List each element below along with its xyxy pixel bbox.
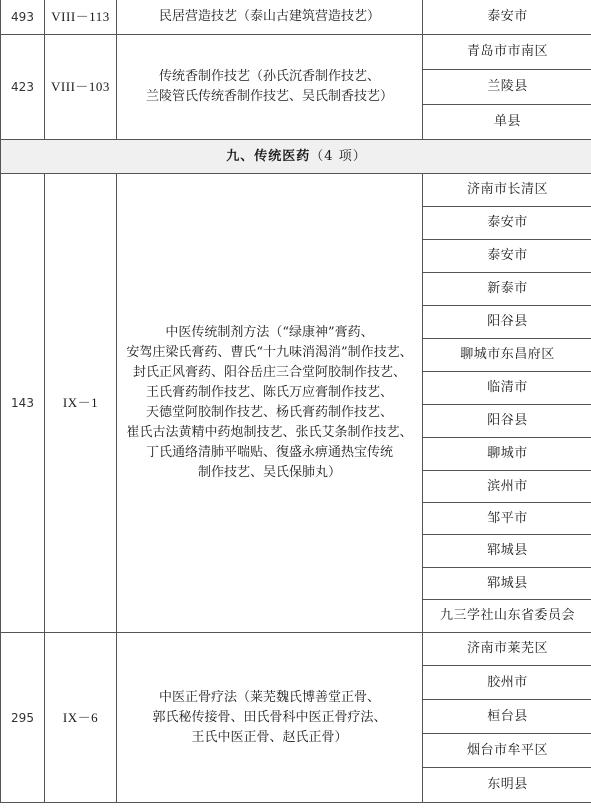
item-name-line: 王氏中医正骨、赵氏正骨） [191, 729, 348, 745]
item-name-line: 王氏膏药制作技艺、陈氏万应膏制作技艺、 [145, 385, 393, 400]
region-cell: 济南市长清区 [423, 174, 591, 207]
item-name-line: 封氏正风膏药、阳谷岳庄三合堂阿胶制作技艺、 [132, 365, 406, 380]
item-name-line: 民居营造技艺（泰山古建筑营造技艺） [158, 9, 380, 24]
region-cell: 阳谷县 [423, 405, 591, 438]
item-code: IX－1 [45, 174, 117, 633]
item-name-line: 制作技艺、吴氏保肺丸） [197, 465, 341, 480]
item-name [117, 633, 423, 803]
region-cell: 单县 [423, 105, 591, 140]
item-name [117, 35, 423, 140]
section-header [1, 140, 591, 174]
region-cell: 滨州市 [423, 471, 591, 503]
item-name-line: 传统香制作技艺（孙氏沉香制作技艺、 [158, 69, 380, 84]
region-cell: 聊城市东昌府区 [423, 339, 591, 372]
region-cell: 新泰市 [423, 273, 591, 306]
item-name-line: 中医正骨疗法（莱芜魏氏博善堂正骨、 [158, 689, 380, 705]
item-name-line: 崔氏古法黄精中药炮制技艺、张氏艾条制作技艺、 [126, 425, 413, 440]
region-cell: 兰陵县 [423, 70, 591, 105]
item-number: 493 [1, 0, 45, 35]
table-row [1, 174, 591, 207]
item-name-line: 安驾庄梁氏膏药、曹氏“十九味消渴消”制作技艺、 [126, 345, 413, 360]
item-code: VIII－113 [45, 0, 117, 35]
section-title: 九、传统医药 [226, 148, 311, 164]
item-code: IX－6 [45, 633, 117, 803]
region-cell: 郓城县 [423, 535, 591, 568]
region-cell: 青岛市市南区 [423, 35, 591, 70]
item-name-line: 丁氏通络清肺平喘贴、復盛永痹通热宝传统 [145, 445, 393, 460]
region-cell: 邹平市 [423, 503, 591, 535]
item-name [117, 0, 423, 35]
section-count: （4 项） [310, 148, 367, 164]
item-number: 295 [1, 633, 45, 803]
region-cell: 聊城市 [423, 438, 591, 471]
item-name [117, 174, 423, 633]
region-cell: 济南市莱芜区 [423, 633, 591, 666]
region-cell: 桓台县 [423, 700, 591, 734]
region-cell: 阳谷县 [423, 306, 591, 339]
item-name-line: 中医传统制剂方法（“绿康神”膏药、 [165, 325, 374, 340]
region-cell: 郓城县 [423, 568, 591, 600]
table-row [1, 633, 591, 666]
item-code: VIII－103 [45, 35, 117, 140]
section-row [1, 140, 591, 174]
region-cell: 临清市 [423, 372, 591, 405]
region-cell: 泰安市 [423, 240, 591, 273]
region-cell: 烟台市牟平区 [423, 734, 591, 768]
item-name-line: 天德堂阿胶制作技艺、杨氏膏药制作技艺、 [145, 405, 393, 420]
region-cell: 泰安市 [423, 0, 591, 35]
table-row [1, 35, 591, 70]
item-name-line: 郭氏秘传接骨、田氏骨科中医正骨疗法、 [152, 709, 387, 725]
region-cell: 胶州市 [423, 666, 591, 700]
region-cell: 九三学社山东省委员会 [423, 600, 591, 633]
region-cell: 泰安市 [423, 207, 591, 240]
item-name-line: 兰陵管氏传统香制作技艺、吴氏制香技艺） [145, 89, 393, 104]
item-number: 423 [1, 35, 45, 140]
item-number: 143 [1, 174, 45, 633]
region-cell: 东明县 [423, 768, 591, 803]
table-row [1, 0, 591, 35]
